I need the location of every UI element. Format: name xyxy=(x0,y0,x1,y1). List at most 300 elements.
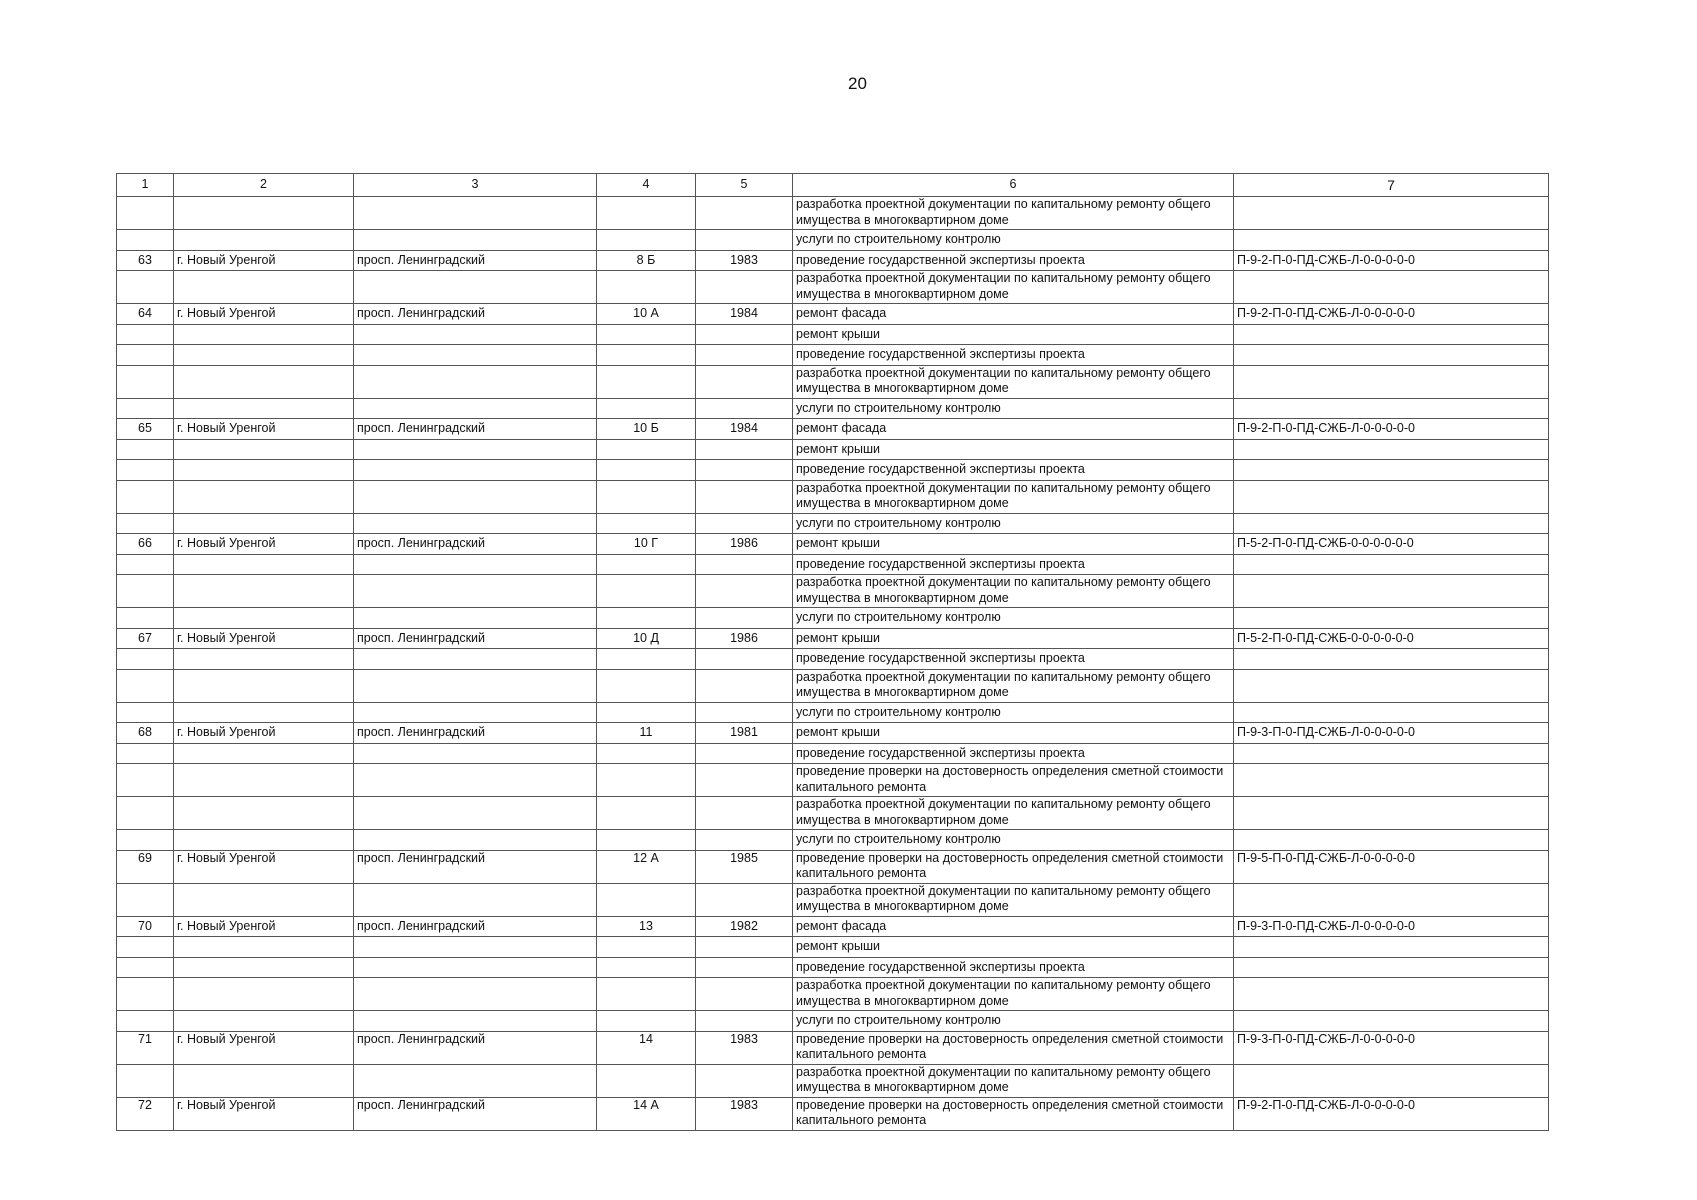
table-row xyxy=(117,608,1549,629)
building-code-cell xyxy=(1234,957,1549,978)
street-cell xyxy=(354,649,597,670)
street-cell: просп. Ленинградский xyxy=(354,1097,597,1130)
work-type-cell: услуги по строительному контролю xyxy=(793,830,1234,851)
work-type-cell: ремонт крыши xyxy=(793,324,1234,345)
work-type-cell: разработка проектной документации по капитальному ремонту общего имущества в многоквартирном доме xyxy=(793,1064,1234,1097)
house-number-cell xyxy=(597,480,696,513)
building-code-cell xyxy=(1234,764,1549,797)
street-cell: просп. Ленинградский xyxy=(354,850,597,883)
city-cell xyxy=(174,608,354,629)
city-cell: г. Новый Уренгой xyxy=(174,1097,354,1130)
building-code-cell: П-5-2-П-0-ПД-СЖБ-0-0-0-0-0-0 xyxy=(1234,534,1549,555)
table-row xyxy=(117,271,1549,304)
year-built-cell: 1985 xyxy=(696,850,793,883)
work-type-cell: проведение государственной экспертизы проекта xyxy=(793,460,1234,481)
work-type-cell: разработка проектной документации по капитальному ремонту общего имущества в многоквартирном доме xyxy=(793,271,1234,304)
work-type-cell: услуги по строительному контролю xyxy=(793,1011,1234,1032)
work-type-cell: проведение проверки на достоверность определения сметной стоимости капитального ремонта xyxy=(793,764,1234,797)
row-number-cell xyxy=(117,957,174,978)
house-number-cell xyxy=(597,460,696,481)
year-built-cell: 1981 xyxy=(696,723,793,744)
street-cell xyxy=(354,608,597,629)
work-type-cell: услуги по строительному контролю xyxy=(793,702,1234,723)
building-code-cell xyxy=(1234,513,1549,534)
table-row xyxy=(117,1011,1549,1032)
row-number-cell xyxy=(117,1011,174,1032)
table-row xyxy=(117,554,1549,575)
city-cell xyxy=(174,398,354,419)
house-number-cell xyxy=(597,513,696,534)
table-body xyxy=(117,197,1549,1131)
building-code-cell: П-5-2-П-0-ПД-СЖБ-0-0-0-0-0-0 xyxy=(1234,628,1549,649)
work-type-cell: проведение проверки на достоверность определения сметной стоимости капитального ремонта xyxy=(793,1097,1234,1130)
row-number-cell xyxy=(117,764,174,797)
year-built-cell xyxy=(696,345,793,366)
city-cell: г. Новый Уренгой xyxy=(174,304,354,325)
street-cell xyxy=(354,702,597,723)
row-number-cell xyxy=(117,937,174,958)
city-cell: г. Новый Уренгой xyxy=(174,419,354,440)
work-type-cell: ремонт крыши xyxy=(793,723,1234,744)
city-cell xyxy=(174,575,354,608)
city-cell xyxy=(174,1064,354,1097)
year-built-cell xyxy=(696,649,793,670)
row-number-cell xyxy=(117,649,174,670)
city-cell: г. Новый Уренгой xyxy=(174,723,354,744)
row-number-cell xyxy=(117,460,174,481)
house-number-cell: 14 xyxy=(597,1031,696,1064)
work-type-cell: проведение государственной экспертизы проекта xyxy=(793,957,1234,978)
city-cell xyxy=(174,702,354,723)
row-number-cell xyxy=(117,883,174,916)
street-cell: просп. Ленинградский xyxy=(354,304,597,325)
row-number-cell xyxy=(117,398,174,419)
table-row xyxy=(117,978,1549,1011)
work-type-cell: разработка проектной документации по капитальному ремонту общего имущества в многоквартирном доме xyxy=(793,669,1234,702)
house-number-cell: 8 Б xyxy=(597,250,696,271)
row-number-cell: 72 xyxy=(117,1097,174,1130)
house-number-cell: 10 А xyxy=(597,304,696,325)
city-cell xyxy=(174,937,354,958)
table-row xyxy=(117,230,1549,251)
building-code-cell xyxy=(1234,1064,1549,1097)
table-row xyxy=(117,480,1549,513)
street-cell xyxy=(354,1011,597,1032)
house-number-cell xyxy=(597,978,696,1011)
table-row xyxy=(117,250,1549,271)
house-number-cell xyxy=(597,702,696,723)
house-number-cell xyxy=(597,937,696,958)
city-cell xyxy=(174,230,354,251)
city-cell xyxy=(174,764,354,797)
table-row xyxy=(117,460,1549,481)
building-code-cell xyxy=(1234,439,1549,460)
house-number-cell: 11 xyxy=(597,723,696,744)
city-cell: г. Новый Уренгой xyxy=(174,916,354,937)
street-cell xyxy=(354,365,597,398)
year-built-cell: 1984 xyxy=(696,419,793,440)
work-type-cell: разработка проектной документации по капитальному ремонту общего имущества в многоквартирном доме xyxy=(793,480,1234,513)
building-code-cell xyxy=(1234,1011,1549,1032)
building-code-cell: П-9-3-П-0-ПД-СЖБ-Л-0-0-0-0-0 xyxy=(1234,1031,1549,1064)
street-cell xyxy=(354,460,597,481)
year-built-cell xyxy=(696,883,793,916)
work-type-cell: разработка проектной документации по капитальному ремонту общего имущества в многоквартирном доме xyxy=(793,197,1234,230)
row-number-cell: 70 xyxy=(117,916,174,937)
street-cell: просп. Ленинградский xyxy=(354,723,597,744)
column-header-3: 3 xyxy=(354,174,597,197)
year-built-cell xyxy=(696,1011,793,1032)
city-cell xyxy=(174,345,354,366)
year-built-cell xyxy=(696,513,793,534)
work-type-cell: услуги по строительному контролю xyxy=(793,608,1234,629)
row-number-cell xyxy=(117,439,174,460)
city-cell xyxy=(174,1011,354,1032)
work-type-cell: ремонт крыши xyxy=(793,439,1234,460)
year-built-cell xyxy=(696,365,793,398)
table-row xyxy=(117,764,1549,797)
year-built-cell xyxy=(696,978,793,1011)
row-number-cell xyxy=(117,608,174,629)
row-number-cell: 71 xyxy=(117,1031,174,1064)
year-built-cell: 1983 xyxy=(696,1031,793,1064)
house-number-cell: 12 А xyxy=(597,850,696,883)
table-row xyxy=(117,883,1549,916)
street-cell xyxy=(354,197,597,230)
table-row xyxy=(117,534,1549,555)
building-code-cell xyxy=(1234,669,1549,702)
table-row xyxy=(117,743,1549,764)
building-code-cell xyxy=(1234,271,1549,304)
house-number-cell xyxy=(597,830,696,851)
house-number-cell xyxy=(597,439,696,460)
work-type-cell: ремонт фасада xyxy=(793,916,1234,937)
building-code-cell: П-9-5-П-0-ПД-СЖБ-Л-0-0-0-0-0 xyxy=(1234,850,1549,883)
year-built-cell xyxy=(696,669,793,702)
city-cell: г. Новый Уренгой xyxy=(174,850,354,883)
row-number-cell xyxy=(117,324,174,345)
building-code-cell: П-9-3-П-0-ПД-СЖБ-Л-0-0-0-0-0 xyxy=(1234,916,1549,937)
street-cell: просп. Ленинградский xyxy=(354,1031,597,1064)
work-type-cell: проведение государственной экспертизы проекта xyxy=(793,250,1234,271)
city-cell xyxy=(174,460,354,481)
work-type-cell: разработка проектной документации по капитальному ремонту общего имущества в многоквартирном доме xyxy=(793,978,1234,1011)
year-built-cell: 1983 xyxy=(696,1097,793,1130)
house-number-cell xyxy=(597,554,696,575)
table-row xyxy=(117,1031,1549,1064)
row-number-cell xyxy=(117,230,174,251)
year-built-cell xyxy=(696,764,793,797)
street-cell xyxy=(354,554,597,575)
house-number-cell xyxy=(597,743,696,764)
house-number-cell xyxy=(597,324,696,345)
street-cell xyxy=(354,978,597,1011)
house-number-cell xyxy=(597,230,696,251)
building-code-cell xyxy=(1234,608,1549,629)
row-number-cell xyxy=(117,797,174,830)
city-cell xyxy=(174,649,354,670)
row-number-cell xyxy=(117,345,174,366)
work-type-cell: разработка проектной документации по капитальному ремонту общего имущества в многоквартирном доме xyxy=(793,883,1234,916)
table-row xyxy=(117,702,1549,723)
city-cell xyxy=(174,513,354,534)
street-cell xyxy=(354,398,597,419)
street-cell xyxy=(354,669,597,702)
row-number-cell: 67 xyxy=(117,628,174,649)
work-type-cell: разработка проектной документации по капитальному ремонту общего имущества в многоквартирном доме xyxy=(793,365,1234,398)
year-built-cell: 1986 xyxy=(696,628,793,649)
city-cell xyxy=(174,797,354,830)
city-cell xyxy=(174,669,354,702)
year-built-cell xyxy=(696,743,793,764)
work-type-cell: ремонт крыши xyxy=(793,628,1234,649)
row-number-cell xyxy=(117,830,174,851)
row-number-cell xyxy=(117,365,174,398)
table-row xyxy=(117,830,1549,851)
house-number-cell xyxy=(597,575,696,608)
city-cell xyxy=(174,480,354,513)
house-number-cell xyxy=(597,398,696,419)
house-number-cell xyxy=(597,608,696,629)
year-built-cell: 1982 xyxy=(696,916,793,937)
building-code-cell xyxy=(1234,324,1549,345)
city-cell: г. Новый Уренгой xyxy=(174,628,354,649)
table-row xyxy=(117,345,1549,366)
table-row xyxy=(117,628,1549,649)
house-number-cell: 10 Б xyxy=(597,419,696,440)
year-built-cell xyxy=(696,608,793,629)
row-number-cell xyxy=(117,1064,174,1097)
house-number-cell xyxy=(597,197,696,230)
column-header-4: 4 xyxy=(597,174,696,197)
column-header-5: 5 xyxy=(696,174,793,197)
house-number-cell: 10 Г xyxy=(597,534,696,555)
house-number-cell: 13 xyxy=(597,916,696,937)
year-built-cell xyxy=(696,439,793,460)
year-built-cell xyxy=(696,830,793,851)
year-built-cell xyxy=(696,702,793,723)
street-cell xyxy=(354,439,597,460)
work-type-cell: проведение государственной экспертизы проекта xyxy=(793,345,1234,366)
row-number-cell: 63 xyxy=(117,250,174,271)
building-code-cell xyxy=(1234,937,1549,958)
row-number-cell xyxy=(117,669,174,702)
building-code-cell xyxy=(1234,230,1549,251)
row-number-cell xyxy=(117,554,174,575)
house-number-cell xyxy=(597,669,696,702)
year-built-cell xyxy=(696,271,793,304)
building-code-cell xyxy=(1234,345,1549,366)
street-cell xyxy=(354,764,597,797)
building-code-cell xyxy=(1234,365,1549,398)
row-number-cell xyxy=(117,743,174,764)
street-cell xyxy=(354,1064,597,1097)
table-row xyxy=(117,957,1549,978)
table-row xyxy=(117,1064,1549,1097)
year-built-cell xyxy=(696,197,793,230)
year-built-cell: 1984 xyxy=(696,304,793,325)
street-cell xyxy=(354,345,597,366)
year-built-cell xyxy=(696,937,793,958)
year-built-cell xyxy=(696,575,793,608)
city-cell xyxy=(174,957,354,978)
year-built-cell xyxy=(696,957,793,978)
table-row xyxy=(117,669,1549,702)
building-code-cell xyxy=(1234,743,1549,764)
street-cell: просп. Ленинградский xyxy=(354,534,597,555)
row-number-cell xyxy=(117,271,174,304)
row-number-cell xyxy=(117,978,174,1011)
city-cell: г. Новый Уренгой xyxy=(174,250,354,271)
table-row xyxy=(117,1097,1549,1130)
work-type-cell: разработка проектной документации по капитальному ремонту общего имущества в многоквартирном доме xyxy=(793,797,1234,830)
city-cell xyxy=(174,554,354,575)
work-type-cell: услуги по строительному контролю xyxy=(793,398,1234,419)
column-number-row xyxy=(117,174,1549,197)
house-number-cell xyxy=(597,271,696,304)
year-built-cell xyxy=(696,324,793,345)
table-row xyxy=(117,513,1549,534)
table-row xyxy=(117,365,1549,398)
street-cell xyxy=(354,830,597,851)
work-type-cell: разработка проектной документации по капитальному ремонту общего имущества в многоквартирном доме xyxy=(793,575,1234,608)
work-type-cell: проведение проверки на достоверность определения сметной стоимости капитального ремонта xyxy=(793,850,1234,883)
building-code-cell xyxy=(1234,480,1549,513)
building-code-cell: П-9-2-П-0-ПД-СЖБ-Л-0-0-0-0-0 xyxy=(1234,419,1549,440)
table-row xyxy=(117,324,1549,345)
work-type-cell: услуги по строительному контролю xyxy=(793,513,1234,534)
city-cell xyxy=(174,439,354,460)
year-built-cell: 1983 xyxy=(696,250,793,271)
city-cell: г. Новый Уренгой xyxy=(174,1031,354,1064)
table-row xyxy=(117,197,1549,230)
house-number-cell: 10 Д xyxy=(597,628,696,649)
work-type-cell: услуги по строительному контролю xyxy=(793,230,1234,251)
row-number-cell xyxy=(117,480,174,513)
street-cell xyxy=(354,513,597,534)
house-number-cell xyxy=(597,883,696,916)
building-code-cell: П-9-2-П-0-ПД-СЖБ-Л-0-0-0-0-0 xyxy=(1234,1097,1549,1130)
building-code-cell xyxy=(1234,197,1549,230)
city-cell xyxy=(174,324,354,345)
column-header-7: 7 xyxy=(1234,174,1549,197)
house-number-cell xyxy=(597,365,696,398)
year-built-cell: 1986 xyxy=(696,534,793,555)
table-row xyxy=(117,850,1549,883)
work-type-cell: ремонт крыши xyxy=(793,937,1234,958)
city-cell xyxy=(174,830,354,851)
street-cell xyxy=(354,575,597,608)
city-cell xyxy=(174,883,354,916)
street-cell xyxy=(354,883,597,916)
building-code-cell xyxy=(1234,554,1549,575)
house-number-cell xyxy=(597,345,696,366)
column-header-6: 6 xyxy=(793,174,1234,197)
street-cell: просп. Ленинградский xyxy=(354,419,597,440)
table-row xyxy=(117,723,1549,744)
column-header-1: 1 xyxy=(117,174,174,197)
street-cell xyxy=(354,480,597,513)
table-row xyxy=(117,649,1549,670)
work-type-cell: проведение государственной экспертизы проекта xyxy=(793,743,1234,764)
work-type-cell: ремонт крыши xyxy=(793,534,1234,555)
row-number-cell xyxy=(117,513,174,534)
table-row xyxy=(117,398,1549,419)
house-number-cell xyxy=(597,797,696,830)
row-number-cell: 69 xyxy=(117,850,174,883)
street-cell xyxy=(354,271,597,304)
house-number-cell xyxy=(597,764,696,797)
year-built-cell xyxy=(696,554,793,575)
table-row xyxy=(117,439,1549,460)
building-code-cell: П-9-2-П-0-ПД-СЖБ-Л-0-0-0-0-0 xyxy=(1234,304,1549,325)
house-number-cell xyxy=(597,1011,696,1032)
work-type-cell: ремонт фасада xyxy=(793,419,1234,440)
street-cell xyxy=(354,324,597,345)
house-number-cell xyxy=(597,649,696,670)
city-cell xyxy=(174,978,354,1011)
year-built-cell xyxy=(696,230,793,251)
row-number-cell xyxy=(117,702,174,723)
street-cell xyxy=(354,957,597,978)
house-number-cell: 14 А xyxy=(597,1097,696,1130)
page-number: 20 xyxy=(848,74,867,93)
house-number-cell xyxy=(597,1064,696,1097)
city-cell xyxy=(174,271,354,304)
year-built-cell xyxy=(696,797,793,830)
building-code-cell xyxy=(1234,398,1549,419)
table-row xyxy=(117,575,1549,608)
row-number-cell xyxy=(117,197,174,230)
street-cell: просп. Ленинградский xyxy=(354,628,597,649)
building-code-cell xyxy=(1234,883,1549,916)
work-type-cell: проведение проверки на достоверность определения сметной стоимости капитального ремонта xyxy=(793,1031,1234,1064)
city-cell xyxy=(174,197,354,230)
building-code-cell xyxy=(1234,702,1549,723)
street-cell xyxy=(354,230,597,251)
street-cell xyxy=(354,937,597,958)
building-code-cell xyxy=(1234,575,1549,608)
city-cell xyxy=(174,365,354,398)
work-type-cell: проведение государственной экспертизы проекта xyxy=(793,649,1234,670)
building-code-cell xyxy=(1234,797,1549,830)
street-cell: просп. Ленинградский xyxy=(354,916,597,937)
year-built-cell xyxy=(696,460,793,481)
building-code-cell: П-9-3-П-0-ПД-СЖБ-Л-0-0-0-0-0 xyxy=(1234,723,1549,744)
house-number-cell xyxy=(597,957,696,978)
work-type-cell: проведение государственной экспертизы проекта xyxy=(793,554,1234,575)
column-header-2: 2 xyxy=(174,174,354,197)
year-built-cell xyxy=(696,1064,793,1097)
street-cell: просп. Ленинградский xyxy=(354,250,597,271)
work-type-cell: ремонт фасада xyxy=(793,304,1234,325)
street-cell xyxy=(354,743,597,764)
year-built-cell xyxy=(696,398,793,419)
year-built-cell xyxy=(696,480,793,513)
table-row xyxy=(117,916,1549,937)
repair-schedule-table xyxy=(116,173,1549,1131)
table-row xyxy=(117,419,1549,440)
table-row xyxy=(117,304,1549,325)
city-cell: г. Новый Уренгой xyxy=(174,534,354,555)
table-row xyxy=(117,937,1549,958)
row-number-cell xyxy=(117,575,174,608)
building-code-cell xyxy=(1234,460,1549,481)
building-code-cell xyxy=(1234,830,1549,851)
row-number-cell: 68 xyxy=(117,723,174,744)
city-cell xyxy=(174,743,354,764)
building-code-cell xyxy=(1234,649,1549,670)
